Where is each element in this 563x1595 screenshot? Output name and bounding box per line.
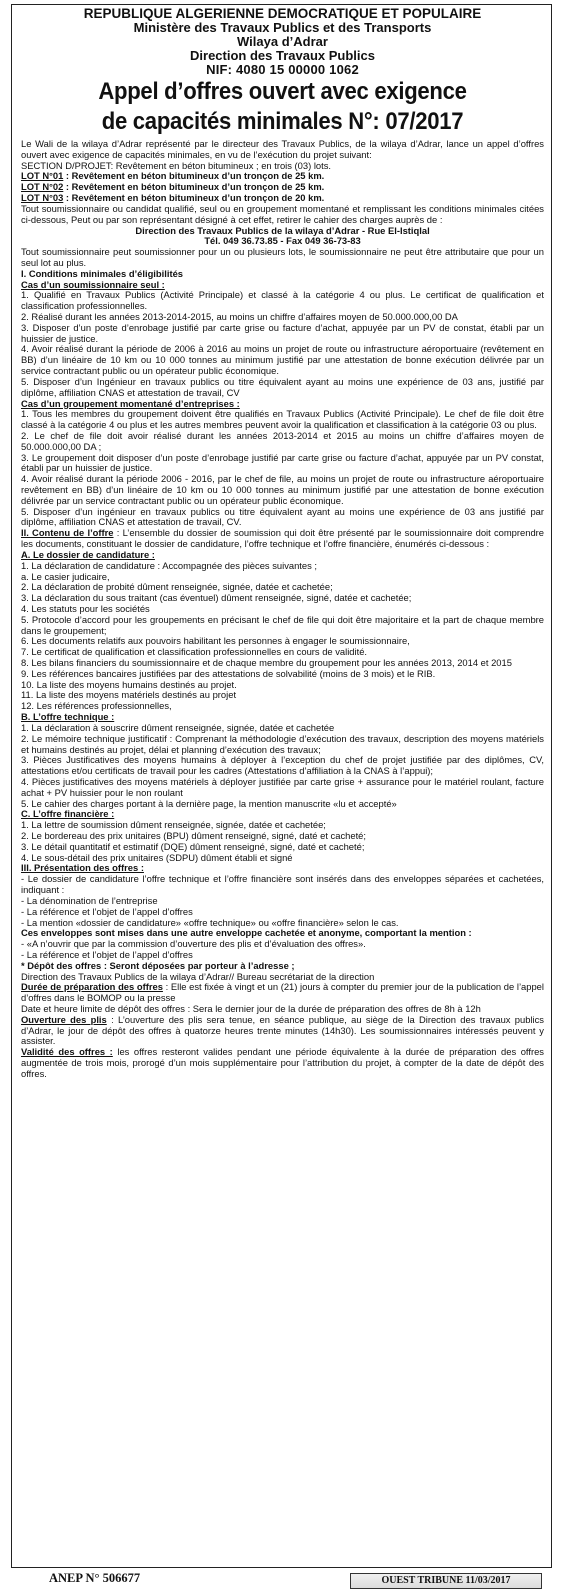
candidature-item: a. Le casier judicaire, <box>21 570 110 582</box>
seul-item: 2. Réalisé durant les années 2013-2014-2015, au moins un chiffre d’affaires moyen de 50.000.000,00 DA <box>21 311 458 322</box>
groupement-item: 4. Avoir réalisé durant la période 2006 - 2016, par le chef de file, au moins un projet de route ou infrastructure aéroportuaire revêtement en BB) d’un linéaire de 10 km ou 10 000 tonnes au minimum justifié par une attestation de bonne exécution délivrée par un service contractant public ou un opérateur public économique. <box>21 473 544 506</box>
anep-reference: ANEP N° 506677 <box>49 1571 141 1585</box>
notice-footer <box>11 1570 552 1592</box>
lot-1-text: : Revêtement en béton bitumineux d’un tronçon de 25 km. <box>63 170 325 182</box>
candidature-item: 12. Les références professionnelles, <box>21 700 172 712</box>
candidature-item: 2. La déclaration de probité dûment renseignée, signée, datée et cachetée; <box>21 581 333 593</box>
contenu-text: : L’ensemble du dossier de soumission qui doit être présenté par le soumissionnaire doit comprendre les documents, constituant le dossier de candidature, l’offre technique et l’offre financière, énumérés ci-dessous : <box>21 527 544 550</box>
groupement-item: 3. Le groupement doit disposer d’un poste d’enrobage justifié par carte grise ou facture d’achat, appuyée par un PV constat, établi par un huissier de justice. <box>21 451 544 474</box>
validite-paragraph <box>21 1047 544 1079</box>
date-limite-paragraph: Date et heure limite de dépôt des offres : Sera le dernier jour de la durée de préparation des offres de 8h à 12h <box>21 1003 481 1014</box>
presentation-item: - La mention «dossier de candidature» «offre technique» ou «offre financière» selon le cas. <box>21 916 399 928</box>
financiere-title: C. L’offre financière : <box>21 808 115 820</box>
duree-text: : Elle est fixée à vingt et un (21) jours à compter du premier jour de la publication de l’appel d’offres dans le BOMOP ou la presse <box>21 981 544 1004</box>
financiere-item: 1. La lettre de soumission dûment renseignée, signée, datée et cachetée; <box>21 819 326 831</box>
technique-item: 2. Le mémoire technique justificatif : Comprenant la méthodologie d’exécution des travaux, description des moyens matériels et humains destinés au projet, délai et planning d’exécution des travaux; <box>21 732 544 755</box>
technique-item: 5. Le cahier des charges portant à la dernière page, la mention manuscrite «lu et accepté» <box>21 797 397 809</box>
section-projet: SECTION D/PROJET: Revêtement en béton bitumineux ; en trois (03) lots. <box>21 159 332 171</box>
candidature-title: A. Le dossier de candidature : <box>21 548 155 560</box>
groupement-item: 2. Le chef de file doit avoir réalisé durant les années 2013-2014 et 2015 au moins un chiffre d’affaires moyen de 50.000.000,00 DA ; <box>21 429 544 452</box>
lot-3-text: : Revêtement en béton bitumineux d’un tronçon de 20 km. <box>63 192 325 204</box>
presentation-bold-note: Ces enveloppes sont mises dans une autre enveloppe cachetée et anonyme, comportant la mention : <box>21 927 472 939</box>
notice-header <box>21 7 544 77</box>
technique-item: 3. Pièces Justificatives des moyens humains à déployer à l’exception du chef de projet justifiée par des diplômes, CV, attestations et/ou certificats de travail pour les cadres (Attestations d’affiliation à la CNAS à l’appui); <box>21 754 544 777</box>
lot-1-label: LOT N°01 <box>21 170 64 182</box>
retrait-paragraph: Tout soumissionnaire ou candidat qualifié, seul ou en groupement momentané et remplissant les conditions minimales citées ci-dessous, Peut ou par son représentant désigné à cet effet, retirer le cahier des charges auprès de : <box>21 202 544 225</box>
candidature-item: 3. La déclaration du sous traitant (cas éventuel) dûment renseignée, signé, datée et cachetée; <box>21 592 412 604</box>
notice-body <box>21 139 544 1080</box>
candidature-item: 4. Les statuts pour les sociétés <box>21 602 150 614</box>
candidature-item: 1. La déclaration de candidature : Accompagnée des pièces suivantes ; <box>21 559 318 571</box>
contenu-paragraph <box>21 528 544 550</box>
seul-title: Cas d’un soumissionnaire seul : <box>21 278 165 290</box>
notice-title <box>42 77 523 137</box>
presentation-item: - La référence et l’objet de l’appel d’offres <box>21 948 193 960</box>
presentation-intro: - Le dossier de candidature l’offre technique et l’offre financière sont insérés dans des enveloppes séparées et cachetées, indiquant : <box>21 873 544 896</box>
technique-item: 4. Pièces justificatives des moyens matériels à déployer justifiée par carte grise + assurance pour le matériel roulant, facture achat + PV huissier pour le non roulant <box>21 775 544 798</box>
presentation-item: - La référence et l’objet de l’appel d’offres <box>21 905 193 917</box>
groupement-item: 5. Disposer d’un ingénieur en travaux publics ou titre équivalent ayant au moins une expérience de 03 ans justifié par diplôme, affiliation CNAS et attestation de travail, CV. <box>21 505 544 528</box>
seul-item: 5. Disposer d’un Ingénieur en travaux publics ou titre équivalent ayant au moins une expérience de 03 ans, justifié par diplôme, affiliation CNAS et attestation de travail, CV <box>21 375 544 398</box>
duree-label: Durée de préparation des offres <box>21 981 163 993</box>
candidature-item: 5. Protocole d’accord pour les groupements en précisant le chef de file qui doit être majoritaire et la part de chaque membre dans le groupement; <box>21 613 544 636</box>
depot-address: Direction des Travaux Publics de la wilaya d’Adrar// Bureau secrétariat de la direction <box>21 970 375 982</box>
ouverture-label: Ouverture des plis <box>21 1013 107 1025</box>
address-line-2: Tél. 049 36.73.85 - Fax 049 36-73-83 <box>204 235 361 247</box>
seul-item: 1. Qualifié en Travaux Publics (Activité Principale) et classé à la catégorie 4 ou plus. Le certificat de qualification et classification professionnelles. <box>21 289 544 312</box>
lot-2-label: LOT N°02 <box>21 181 64 193</box>
candidature-item: 10. La liste des moyens humains destinés au projet. <box>21 678 237 690</box>
ministry-line: Ministère des Travaux Publics et des Transports <box>133 20 432 35</box>
direction-line: Direction des Travaux Publics <box>190 48 375 63</box>
candidature-item: 11. La liste des moyens matériels destinés au projet <box>21 689 237 701</box>
seul-item: 3. Disposer d’un poste d’enrobage justifié par carte grise ou facture d’achat, appuyée par un PV de constat, établi par un huissier de justice. <box>21 321 544 344</box>
address-line-1: Direction des Travaux Publics de la wilaya d’Adrar - Rue El-Istiqlal <box>135 224 430 236</box>
validite-label: Validité des offres : <box>21 1046 113 1058</box>
presentation-item: - «A n’ouvrir que par la commission d’ouverture des plis et d’évaluation des offres». <box>21 938 366 950</box>
seul-item: 4. Avoir réalisé durant la période de 2006 à 2016 au moins un projet de route ou infrastructure aéroportuaire (revêtement en BB) d’un linéaire de 10 km ou 10 000 tonnes au minimum justifié par une attestation de bonne exécution délivrée par un service contractant public ou un opérateur public économique. <box>21 343 544 377</box>
financiere-item: 2. Le bordereau des prix unitaires (BPU) dûment renseigné, signé, daté et cacheté; <box>21 830 366 841</box>
validite-text: les offres resteront valides pendant une période équivalente à la durée de préparation des offres augmentée de trois mois, prorogé d’un mois supplémentaire pour l’attribution du projet, à compter de la date de dépôt des offres. <box>21 1046 544 1079</box>
financiere-item: 3. Le détail quantitatif et estimatif (DQE) dûment renseigné, signé, daté et cacheté; <box>21 840 365 852</box>
duree-paragraph <box>21 982 544 1004</box>
lot-3-label: LOT N°03 <box>21 192 64 204</box>
title-line-2: de capacités minimales N°: 07/2017 <box>101 108 464 135</box>
presentation-title: III. Présentation des offres : <box>21 862 144 874</box>
financiere-item: 4. Le sous-détail des prix unitaires (SDPU) dûment établi et signé <box>21 851 293 863</box>
conditions-title: I. Conditions minimales d’éligibilités <box>21 267 184 279</box>
newspaper-tag: OUEST TRIBUNE 11/03/2017 <box>350 1573 542 1589</box>
ouverture-text: : L’ouverture des plis sera tenue, en séance publique, au siège de la Direction des travaux publics d’Adrar, le jour de dépôt des offres à quatorze heures trente minutes (14h30). Les soumissionnaires intéressés peuvent y assister. <box>21 1013 544 1047</box>
technique-title: B. L’offre technique : <box>21 711 115 723</box>
tender-notice <box>11 4 552 1568</box>
candidature-item: 8. Les bilans financiers du soumissionnaire et de chaque membre du groupement pour les années 2013, 2014 et 2015 <box>21 657 512 668</box>
presentation-item: - La dénomination de l’entreprise <box>21 894 158 906</box>
title-line-1: Appel d’offres ouvert avec exigence <box>98 78 467 105</box>
plusieurs-lots-paragraph: Tout soumissionnaire peut soumissionner pour un ou plusieurs lots, le soumissionnaire ne peut être attributaire que pour un seul lot au plus. <box>21 246 544 268</box>
nif-line: NIF: 4080 15 00000 1062 <box>206 62 359 77</box>
technique-item: 1. La déclaration à souscrire dûment renseignée, signée, datée et cachetée <box>21 721 335 733</box>
intro-paragraph: Le Wali de la wilaya d’Adrar représenté par le directeur des Travaux Publics, de la wilaya d’Adrar, lance un appel d’offres ouvert avec exigence de capacités minimales, en vu de l’exécution du projet suivant: <box>21 138 544 160</box>
groupement-item: 1. Tous les membres du groupement doivent être qualifiés en Travaux Publics (Activité Principale). Le chef de file doit être classé à la catégorie 4 ou plus et les autres membres peuvent avoir la qualification et classification à la catégorie 03 ou plus. <box>21 408 544 431</box>
depot-label: * Dépôt des offres : Seront déposées par porteur à l’adresse ; <box>21 959 295 971</box>
groupement-title: Cas d’un groupement momentané d’entreprises : <box>21 397 240 409</box>
contenu-title: II. Contenu de l’offre <box>21 527 114 539</box>
candidature-item: 9. Les références bancaires justifiées par des attestations de solvabilité (moins de 3 mois) et le RIB. <box>21 667 436 679</box>
candidature-item: 6. Les documents relatifs aux pouvoirs habilitant les personnes à engager le soumissionnaire, <box>21 635 410 647</box>
lot-2-text: : Revêtement en béton bitumineux d’un tronçon de 25 km. <box>63 181 325 193</box>
republic-line: REPUBLIQUE ALGERIENNE DEMOCRATIQUE ET POPULAIRE <box>83 6 482 21</box>
wilaya-line: Wilaya d’Adrar <box>237 34 328 49</box>
ouverture-paragraph <box>21 1015 544 1047</box>
candidature-item: 7. Le certificat de qualification et classification professionnelles en cours de validité. <box>21 646 368 658</box>
